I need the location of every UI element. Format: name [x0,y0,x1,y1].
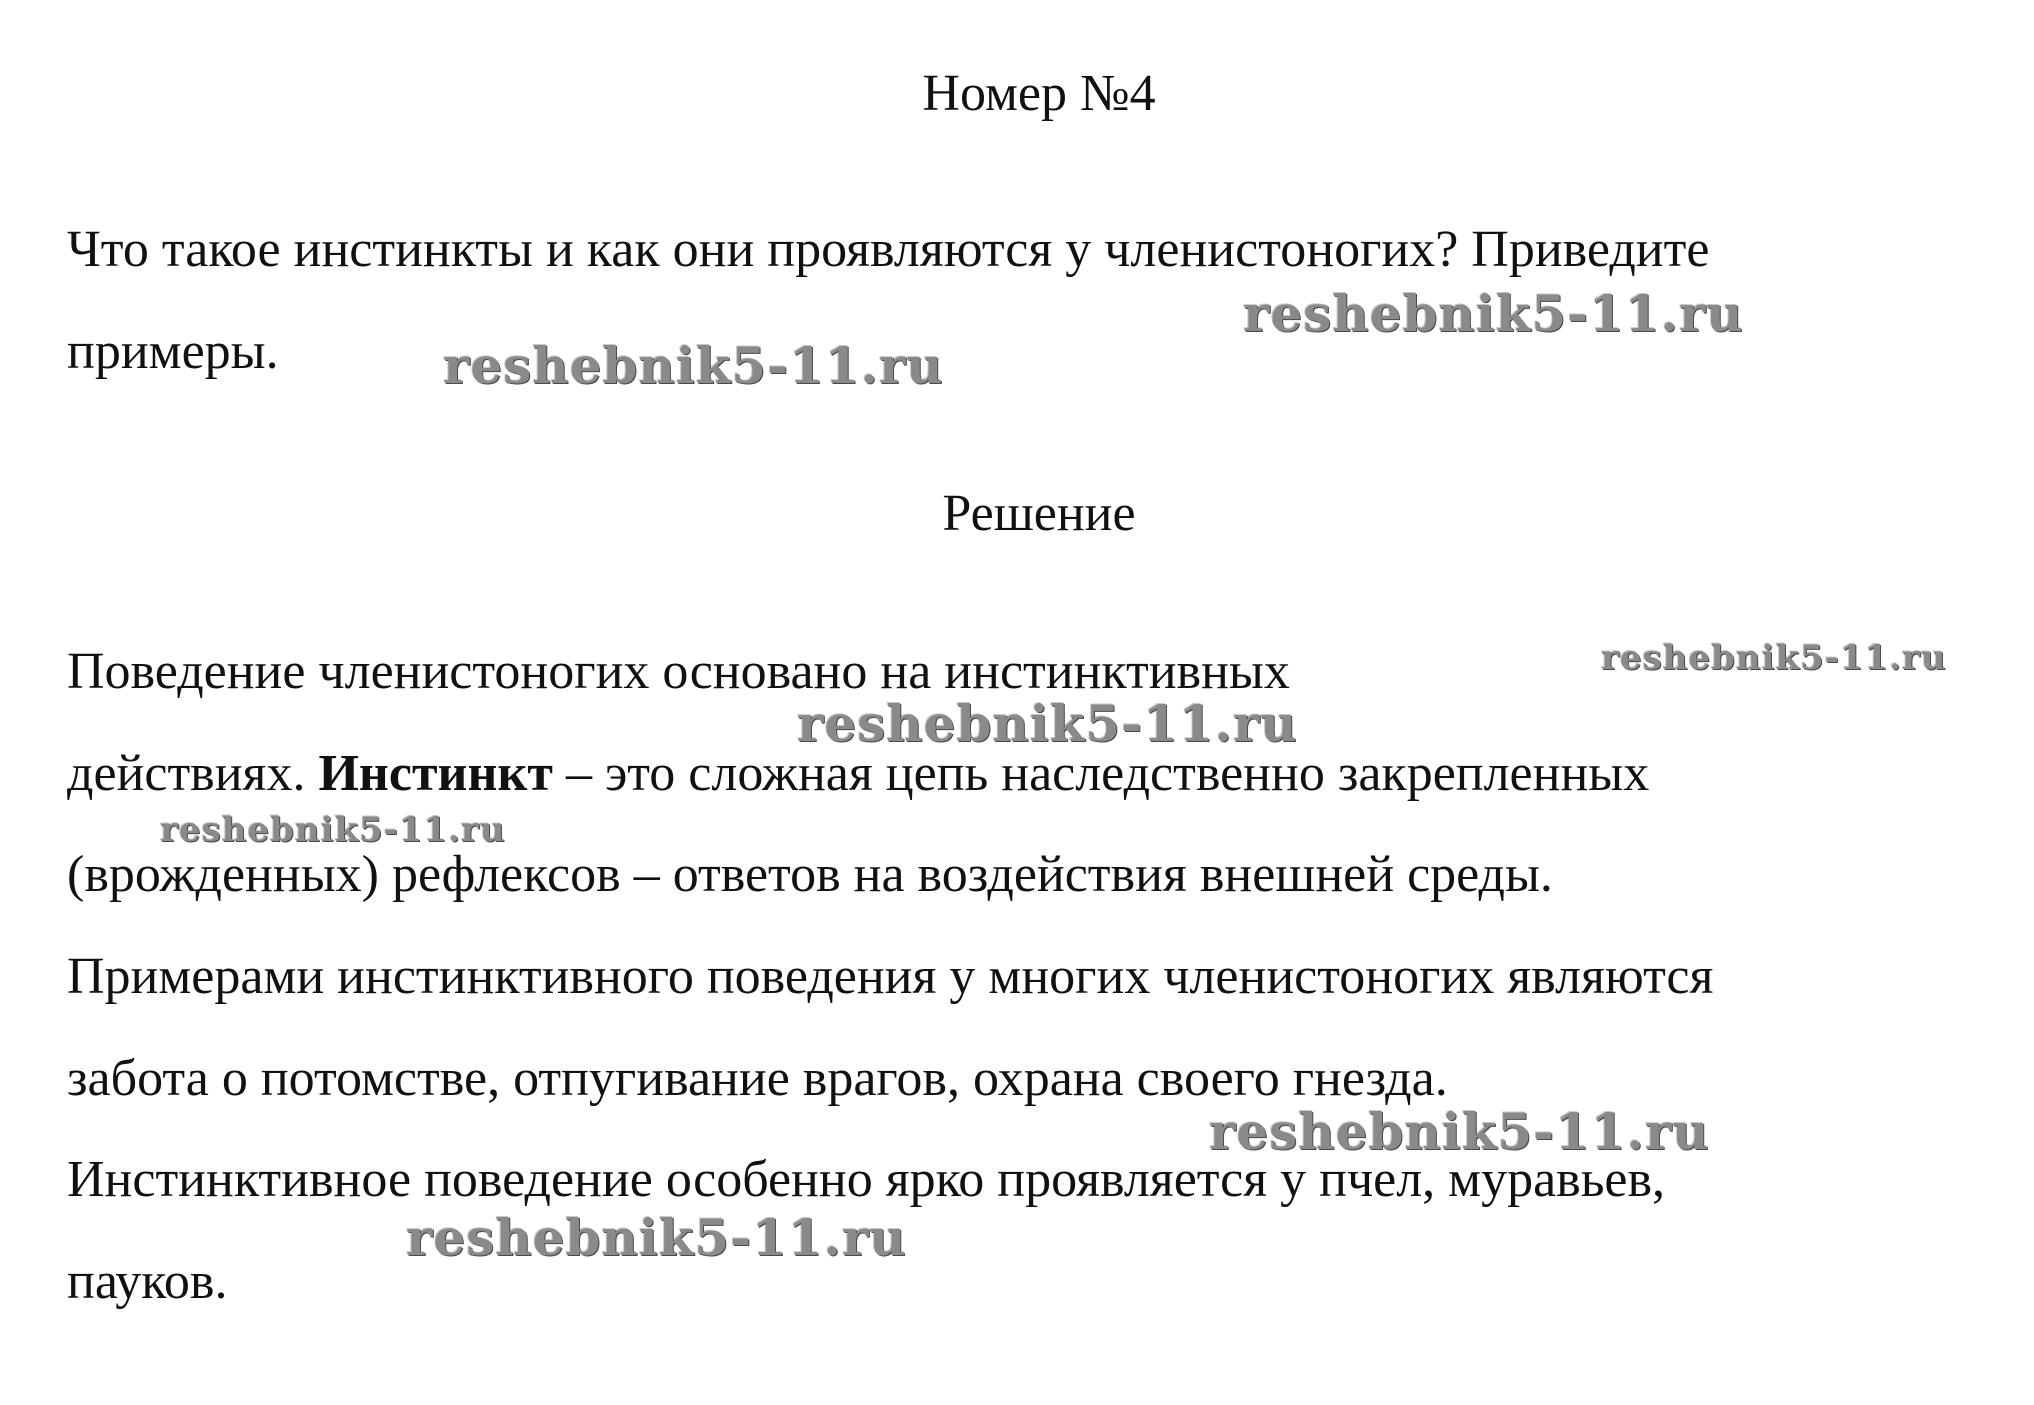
solution-line-5: забота о потомстве, отпугивание врагов, охрана своего гнезда. [67,1050,1448,1107]
solution-title: Решение [942,485,1136,542]
solution-line-2 [67,744,1649,804]
solution-line-7: пауков. [67,1253,228,1310]
instinct-term: Инстинкт [318,745,553,802]
watermark: reshebnik5-11.ru [1243,284,1744,343]
task-number-title: Номер №4 [922,65,1156,122]
watermark: reshebnik5-11.ru [160,810,506,850]
question-line-1: Что такое инстинкты и как они проявляются у членистоногих? Приведите [67,221,1710,278]
solution-line-2-post: – это сложная цепь наследственно закрепленных [552,745,1650,802]
watermark: reshebnik5-11.ru [1209,1102,1710,1161]
question-line-2: примеры. [67,323,279,380]
solution-line-4: Примерами инстинктивного поведения у многих членистоногих являются [67,948,1714,1005]
solution-line-3: (врожденных) рефлексов – ответов на воздействия внешней среды. [67,846,1553,903]
solution-line-2-pre: действиях. [67,745,319,802]
solution-line-1: Поведение членистоногих основано на инстинктивных [67,643,1290,700]
watermark: reshebnik5-11.ru [797,694,1298,753]
solution-line-6: Инстинктивное поведение особенно ярко проявляется у пчел, муравьев, [67,1151,1666,1208]
watermark: reshebnik5-11.ru [1601,638,1947,678]
watermark: reshebnik5-11.ru [443,336,944,395]
watermark: reshebnik5-11.ru [406,1208,907,1267]
